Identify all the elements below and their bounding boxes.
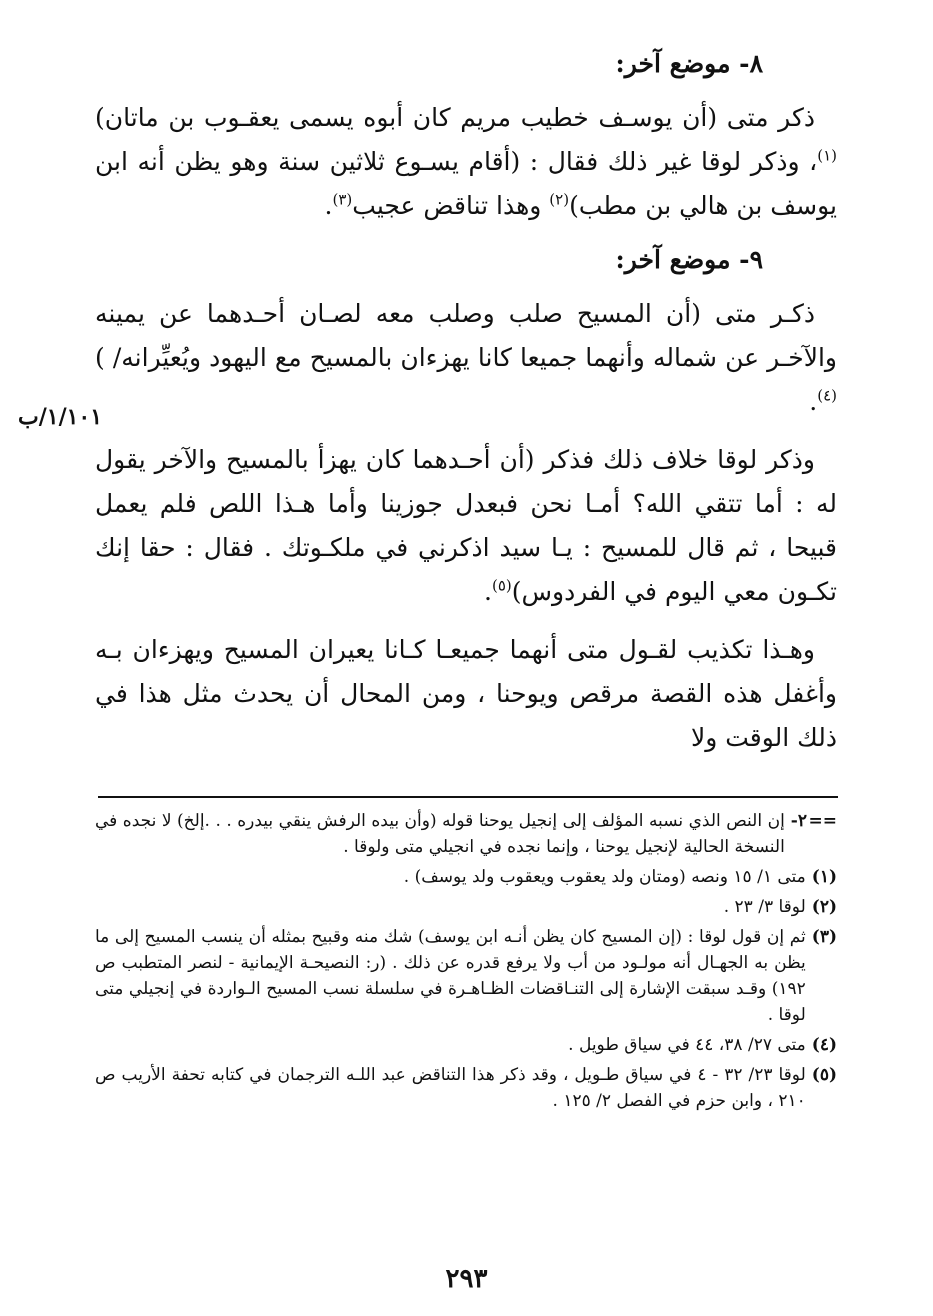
footnote-continued-number: ٢-: [790, 811, 807, 831]
paragraph-1-text-b: ، وذكر لوقا غير ذلك فقال : (أقام يسـوع ثلاثين سنة وهو يظن أنه ابن يوسف بن هالي بن مطب): [95, 147, 837, 220]
footnote-ref-5[interactable]: (٥): [492, 576, 512, 595]
footnote-text: متى ٢٧/ ٣٨، ٤٤ في سياق طويل .: [568, 1035, 806, 1055]
footnote-text: ثم إن قول لوقا : (إن المسيح كان يظن أنـه ابن يوسف) شك منه وقبيح بمثله أن ينسب المسيح إلى ما يظن به الجهـال أنه مولـود من أب ولا يرفع قدره عن ذلك . (ر: النصيحـة الإيمانية - لنصر المتطبب ص ١٩٢) وقـد سبقت الإشارة إلى التنـاقضات الظـاهـرة في سلسلة نسب المسيح الـواردة في إنجيلي متى لوقا .: [95, 927, 806, 1025]
paragraph-3: [95, 438, 837, 614]
footnote-ref-1[interactable]: (١): [817, 146, 837, 165]
paragraph-2-text-a: ذكـر متى (أن المسيح صلب وصلب معه لصـان أحـدهما عن يمينه والآخـر عن شماله وأنهما جميعا كانا يهزءان بالمسيح مع اليهود ويُعيِّرانه/ ): [95, 299, 837, 372]
footnote-item: [95, 1062, 837, 1114]
paragraph-2-text-b: .: [809, 387, 818, 416]
footnote-number: (٣): [811, 927, 837, 947]
footnote-ref-3[interactable]: (٣): [332, 190, 353, 209]
paragraph-2: [95, 292, 837, 424]
footnote-text: متى ١/ ١٥ ونصه (ومتان ولد يعقوب ويعقوب ولد يوسف) .: [403, 867, 806, 887]
paragraph-1-text-c: وهذا تناقض عجيب: [352, 191, 550, 220]
paragraph-4: وهـذا تكذيب لقـول متى أنهما جميعـا كـانا يعيران المسيح ويهزءان بـه وأغفل هذه القصة مرقص ويوحنا ، ومن المحال أن يحدث مثل هذا في ذلك الوقت ولا: [95, 635, 837, 752]
footnote-number: (٥): [811, 1065, 837, 1085]
section-heading-9: ٩- موضع آخر:: [615, 245, 763, 274]
paragraph-1: [95, 96, 837, 228]
footnote-continued-text: إن النص الذي نسبه المؤلف إلى إنجيل يوحنا قوله (وأن بيده الرفش ينقي بيدره . . .إلخ) لا نجده في النسخة الحالية لإنجيل يوحنا ، وإنما نجده في انجيلي متى ولوقا .: [95, 811, 785, 857]
footnote-item: [95, 864, 837, 890]
footnote-divider: [98, 796, 838, 798]
footnote-ref-2[interactable]: (٢): [549, 190, 570, 209]
footnote-ref-4[interactable]: (٤): [817, 386, 837, 405]
main-text: [95, 42, 837, 760]
footnote-continued: [95, 808, 837, 860]
footnote-item: [95, 894, 837, 920]
footnote-number: (٢): [811, 897, 837, 917]
section-heading-8: ٨- موضع آخر:: [615, 49, 763, 78]
manuscript-folio-note: ١/١٠١/ب: [18, 404, 103, 430]
footnotes: [95, 808, 837, 1114]
footnote-text: لوقا ٣/ ٢٣ .: [723, 897, 806, 917]
footnote-item: [95, 1032, 837, 1058]
paragraph-1-text-d: .: [324, 191, 333, 220]
paragraph-3-text-a: وذكر لوقا خلاف ذلك فذكر (أن أحـدهما كان يهزأ بالمسيح والآخر يقول له : أما تتقي الله؟ أمـا نحن فبعدل جوزينا وأما هـذا اللص فلم يعمل قبيحا ، ثم قال للمسيح : يـا سيد اذكرني في ملكـوتك . فقال : حقا إنك تكـون معي اليوم في الفردوس): [95, 445, 837, 606]
paragraph-3-text-b: .: [484, 577, 492, 606]
paragraph-1-text-a: ذكر متى (أن يوسـف خطيب مريم كان أبوه يسمى يعقـوب بن ماتان): [95, 103, 815, 132]
footnote-text: لوقا ٢٣/ ٣٢ - ٤ في سياق طـويل ، وقد ذكر هذا التناقض عبد اللـه الترجمان في كتابه تحفة الأريب ص ٢١٠ ، وابن حزم في الفصل ٢/ ١٢٥ .: [95, 1065, 806, 1111]
footnote-number: (٤): [811, 1035, 837, 1055]
footnote-item: [95, 924, 837, 1028]
footnote-continuation-mark: ==: [808, 811, 837, 831]
footnote-number: (١): [811, 867, 837, 887]
page-number: ٢٩٣: [445, 1264, 488, 1294]
